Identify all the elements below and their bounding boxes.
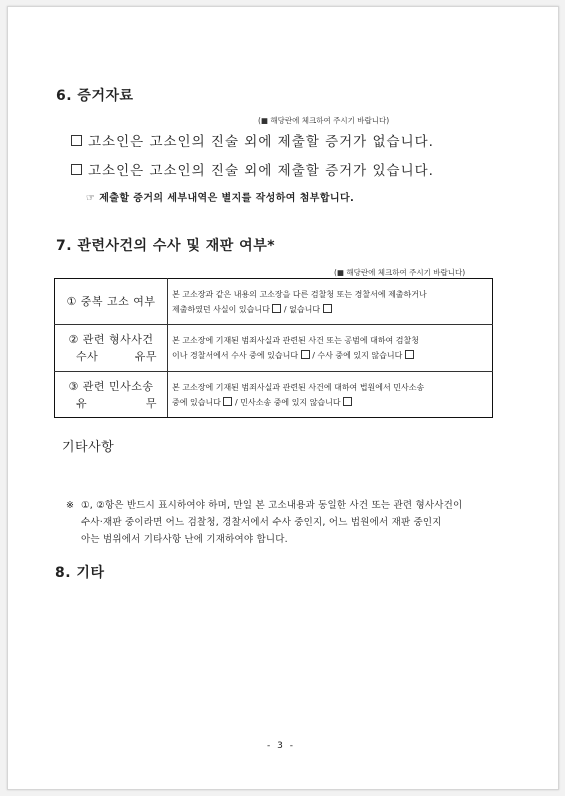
row-text-line-2 [172,395,488,410]
evidence-option-exists[interactable] [71,159,434,179]
row-label-line-2 [56,348,166,365]
row-label-part: 수사 [76,350,99,363]
row-text-line: 본 고소장에 기재된 범죄사실과 관련된 사건에 대하여 법원에서 민사소송 [172,382,425,392]
misc-label: 기타사항 [62,440,115,455]
civil-case-content [168,372,493,418]
evidence-option-none[interactable] [71,130,434,150]
attachment-note: ☞ 제출할 증거의 세부내역은 별지를 작성하여 첨부합니다. [86,193,355,204]
duplicate-complaint-content [168,279,493,325]
civil-case-label [55,372,168,418]
row-text: / 없습니다 [283,304,321,314]
related-cases-table [54,278,493,418]
criminal-case-content [168,325,493,372]
row-label-part: 유 [76,396,88,410]
section-6-check-note: (■ 해당란에 체크하여 주시기 바랍니다) [258,116,390,125]
row-text-line-2 [172,302,488,317]
checkbox-investigation-yes[interactable] [301,350,310,359]
footnote-line-2: 수사·재판 중이라면 어느 검찰청, 경찰서에서 수사 중인지, 어느 법원에서 재판 중인지 [81,517,442,528]
row-text: / 수사 중에 있지 않습니다 [312,351,403,360]
row-label-part: 무 [145,396,157,410]
duplicate-complaint-label [55,279,168,325]
evidence-option-none-label: 고소인은 고소인의 진술 외에 제출할 증거가 없습니다. [88,134,434,150]
row-text-line: 본 고소장과 같은 내용의 고소장을 다른 검찰청 또는 경찰서에 제출하거나 [172,289,427,299]
table-row [55,372,493,418]
section-7-title: 7. 관련사건의 수사 및 재판 여부* [56,238,276,254]
checkbox-civil-no[interactable] [343,397,352,406]
row-label: ① 중복 고소 여부 [66,295,156,308]
row-label: ② 관련 형사사건 [68,333,154,346]
checkbox-duplicate-no[interactable] [323,304,332,313]
footnote-mark: ※ [66,500,75,511]
row-text: 이나 경찰서에서 수사 중에 있습니다 [172,351,299,360]
checkbox-civil-yes[interactable] [223,397,232,406]
footnote-line-1: ①, ②항은 반드시 표시하여야 하며, 만일 본 고소내용과 동일한 사건 또는 관련 형사사건이 [81,500,463,511]
checkbox-has-evidence[interactable] [71,164,82,175]
checkbox-duplicate-yes[interactable] [272,304,281,313]
row-label-part: 유무 [134,350,157,363]
evidence-option-exists-label: 고소인은 고소인의 진술 외에 제출할 증거가 있습니다. [88,163,434,179]
section-7-check-note: (■ 해당란에 체크하여 주시기 바랍니다) [334,268,466,277]
row-label: ③ 관련 민사소송 [68,379,154,393]
row-text: 제출하였던 사실이 있습니다 [172,304,270,314]
table-row [55,325,493,372]
row-text-line: 본 고소장에 기재된 범죄사실과 관련된 사건 또는 공범에 대하여 검찰청 [172,336,419,345]
row-text: / 민사소송 중에 있지 않습니다 [235,397,341,407]
checkbox-investigation-no[interactable] [405,350,414,359]
row-text-line-2 [172,348,488,363]
row-label-line-2 [56,395,166,412]
page-number: - 3 - [267,741,295,751]
criminal-case-label [55,325,168,372]
section-6-title: 6. 증거자료 [56,88,134,104]
row-text: 중에 있습니다 [172,397,221,407]
section-8-title: 8. 기타 [55,565,105,581]
table-row [55,279,493,325]
footnote-line-3: 아는 범위에서 기타사항 난에 기재하여야 합니다. [81,534,288,545]
checkbox-no-evidence[interactable] [71,135,82,146]
